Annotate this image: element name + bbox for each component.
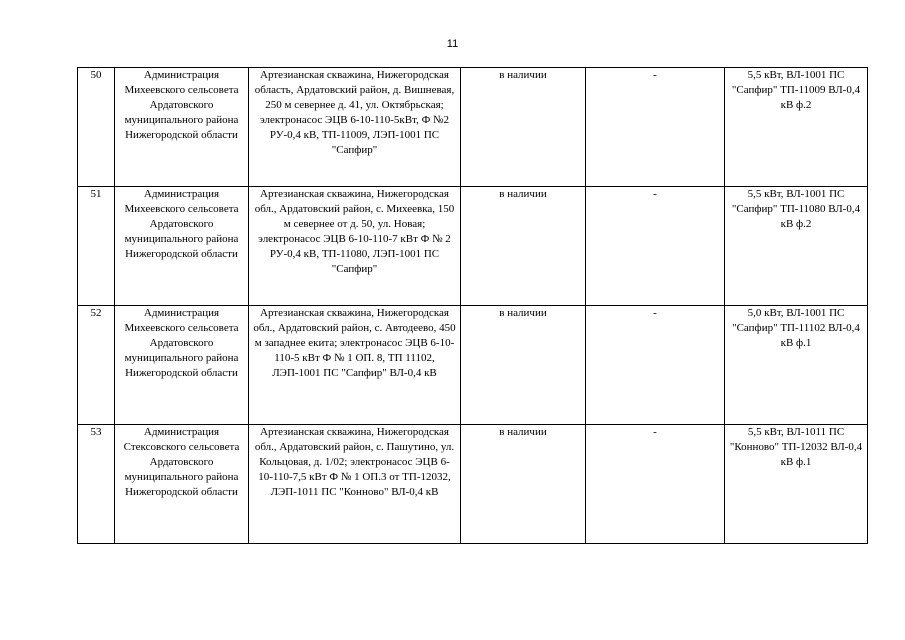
owner-cell: Администрация Михеевского сельсовета Ардатовского муниципального района Нижегородской области bbox=[115, 68, 249, 187]
owner-cell: Администрация Михеевского сельсовета Ардатовского муниципального района Нижегородской области bbox=[115, 306, 249, 425]
status-cell: в наличии bbox=[461, 68, 586, 187]
status-cell: в наличии bbox=[461, 425, 586, 544]
table-row bbox=[78, 306, 868, 425]
dash-cell: - bbox=[586, 306, 725, 425]
owner-cell: Администрация Михеевского сельсовета Ардатовского муниципального района Нижегородской области bbox=[115, 187, 249, 306]
owner-cell: Администрация Стексовского сельсовета Ардатовского муниципального района Нижегородской области bbox=[115, 425, 249, 544]
page-number: 11 bbox=[446, 38, 459, 50]
table-row bbox=[78, 68, 868, 187]
power-cell: 5,5 кВт, ВЛ-1011 ПС "Конново" ТП-12032 ВЛ-0,4 кВ ф.1 bbox=[725, 425, 868, 544]
table-row bbox=[78, 425, 868, 544]
dash-cell: - bbox=[586, 68, 725, 187]
description-cell: Артезианская скважина, Нижегородская область, Ардатовский район, д. Вишневая, 250 м севернее д. 41, ул. Октябрьская; электронасос ЭЦВ 6-10-110-5кВт, Ф №2 РУ-0,4 кВ, ТП-11009, ЛЭП-1001 ПС "Сапфир" bbox=[249, 68, 461, 187]
row-number-cell: 50 bbox=[78, 68, 115, 187]
row-number-cell: 53 bbox=[78, 425, 115, 544]
description-cell: Артезианская скважина, Нижегородская обл., Ардатовский район, с. Автодеево, 450 м западнее екита; электронасос ЭЦВ 6-10-110-5 кВт Ф № 1 ОП. 8, ТП 11102, ЛЭП-1001 ПС "Сапфир" ВЛ-0,4 кВ bbox=[249, 306, 461, 425]
row-number-cell: 51 bbox=[78, 187, 115, 306]
registry-table bbox=[77, 67, 868, 544]
description-cell: Артезианская скважина, Нижегородская обл., Ардатовский район, с. Михеевка, 150 м севернее от д. 50, ул. Новая; электронасос ЭЦВ 6-10-110-7 кВт Ф № 2 РУ-0,4 кВ, ТП-11080, ЛЭП-1001 ПС "Сапфир" bbox=[249, 187, 461, 306]
power-cell: 5,5 кВт, ВЛ-1001 ПС "Сапфир" ТП-11009 ВЛ-0,4 кВ ф.2 bbox=[725, 68, 868, 187]
row-number-cell: 52 bbox=[78, 306, 115, 425]
status-cell: в наличии bbox=[461, 187, 586, 306]
dash-cell: - bbox=[586, 187, 725, 306]
power-cell: 5,0 кВт, ВЛ-1001 ПС "Сапфир" ТП-11102 ВЛ-0,4 кВ ф.1 bbox=[725, 306, 868, 425]
power-cell: 5,5 кВт, ВЛ-1001 ПС "Сапфир" ТП-11080 ВЛ-0,4 кВ ф.2 bbox=[725, 187, 868, 306]
table-row bbox=[78, 187, 868, 306]
description-cell: Артезианская скважина, Нижегородская обл., Ардатовский район, с. Пашутино, ул. Кольцовая, д. 1/02; электронасос ЭЦВ 6-10-110-7,5 кВт Ф № 1 ОП.3 от ТП-12032, ЛЭП-1011 ПС "Конново" ВЛ-0,4 кВ bbox=[249, 425, 461, 544]
dash-cell: - bbox=[586, 425, 725, 544]
status-cell: в наличии bbox=[461, 306, 586, 425]
